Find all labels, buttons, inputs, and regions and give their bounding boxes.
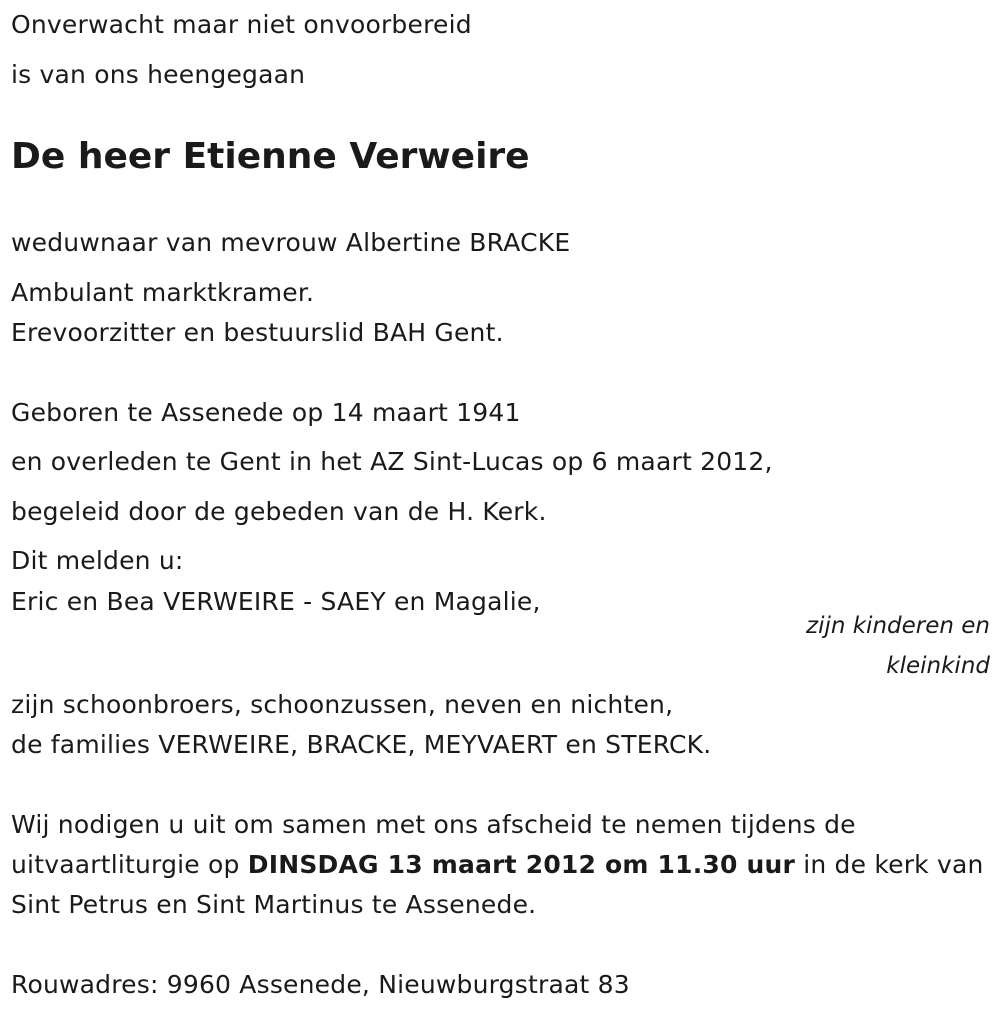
intro-line-1: Onverwacht maar niet onvoorbereid bbox=[11, 10, 472, 39]
born-line: Geboren te Assenede op 14 maart 1941 bbox=[11, 398, 521, 427]
address-line: Rouwadres: 9960 Assenede, Nieuwburgstraat 83 bbox=[11, 970, 630, 999]
ceremony-line-2-prefix: uitvaartliturgie op bbox=[11, 850, 248, 879]
relatives-line: zijn schoonbroers, schoonzussen, neven en nichten, bbox=[11, 690, 674, 719]
children-role-line-1: zijn kinderen en bbox=[806, 613, 990, 639]
intro-line-2: is van ons heengegaan bbox=[11, 60, 306, 89]
ceremony-line-2-suffix: in de kerk van bbox=[795, 850, 984, 879]
ceremony-line-1: Wij nodigen u uit om samen met ons afscheid te nemen tijdens de bbox=[11, 810, 856, 839]
ceremony-datetime: DINSDAG 13 maart 2012 om 11.30 uur bbox=[247, 850, 796, 879]
accompanied-line: begeleid door de gebeden van de H. Kerk. bbox=[11, 497, 547, 526]
role-line: Erevoorzitter en bestuurslid BAH Gent. bbox=[11, 318, 504, 347]
spouse-line: weduwnaar van mevrouw Albertine BRACKE bbox=[11, 228, 571, 257]
died-line: en overleden te Gent in het AZ Sint-Lucas op 6 maart 2012, bbox=[11, 447, 773, 476]
ceremony-line-3: Sint Petrus en Sint Martinus te Assenede. bbox=[11, 890, 537, 919]
children-line: Eric en Bea VERWEIRE - SAEY en Magalie, bbox=[11, 587, 541, 616]
children-role-line-2: kleinkind bbox=[886, 653, 990, 679]
ceremony-line-2 bbox=[11, 849, 984, 881]
occupation-line: Ambulant marktkramer. bbox=[11, 278, 315, 307]
deceased-name: De heer Etienne Verweire bbox=[11, 136, 530, 177]
families-line: de families VERWEIRE, BRACKE, MEYVAERT en STERCK. bbox=[11, 730, 712, 759]
announcers-intro: Dit melden u: bbox=[11, 546, 184, 575]
